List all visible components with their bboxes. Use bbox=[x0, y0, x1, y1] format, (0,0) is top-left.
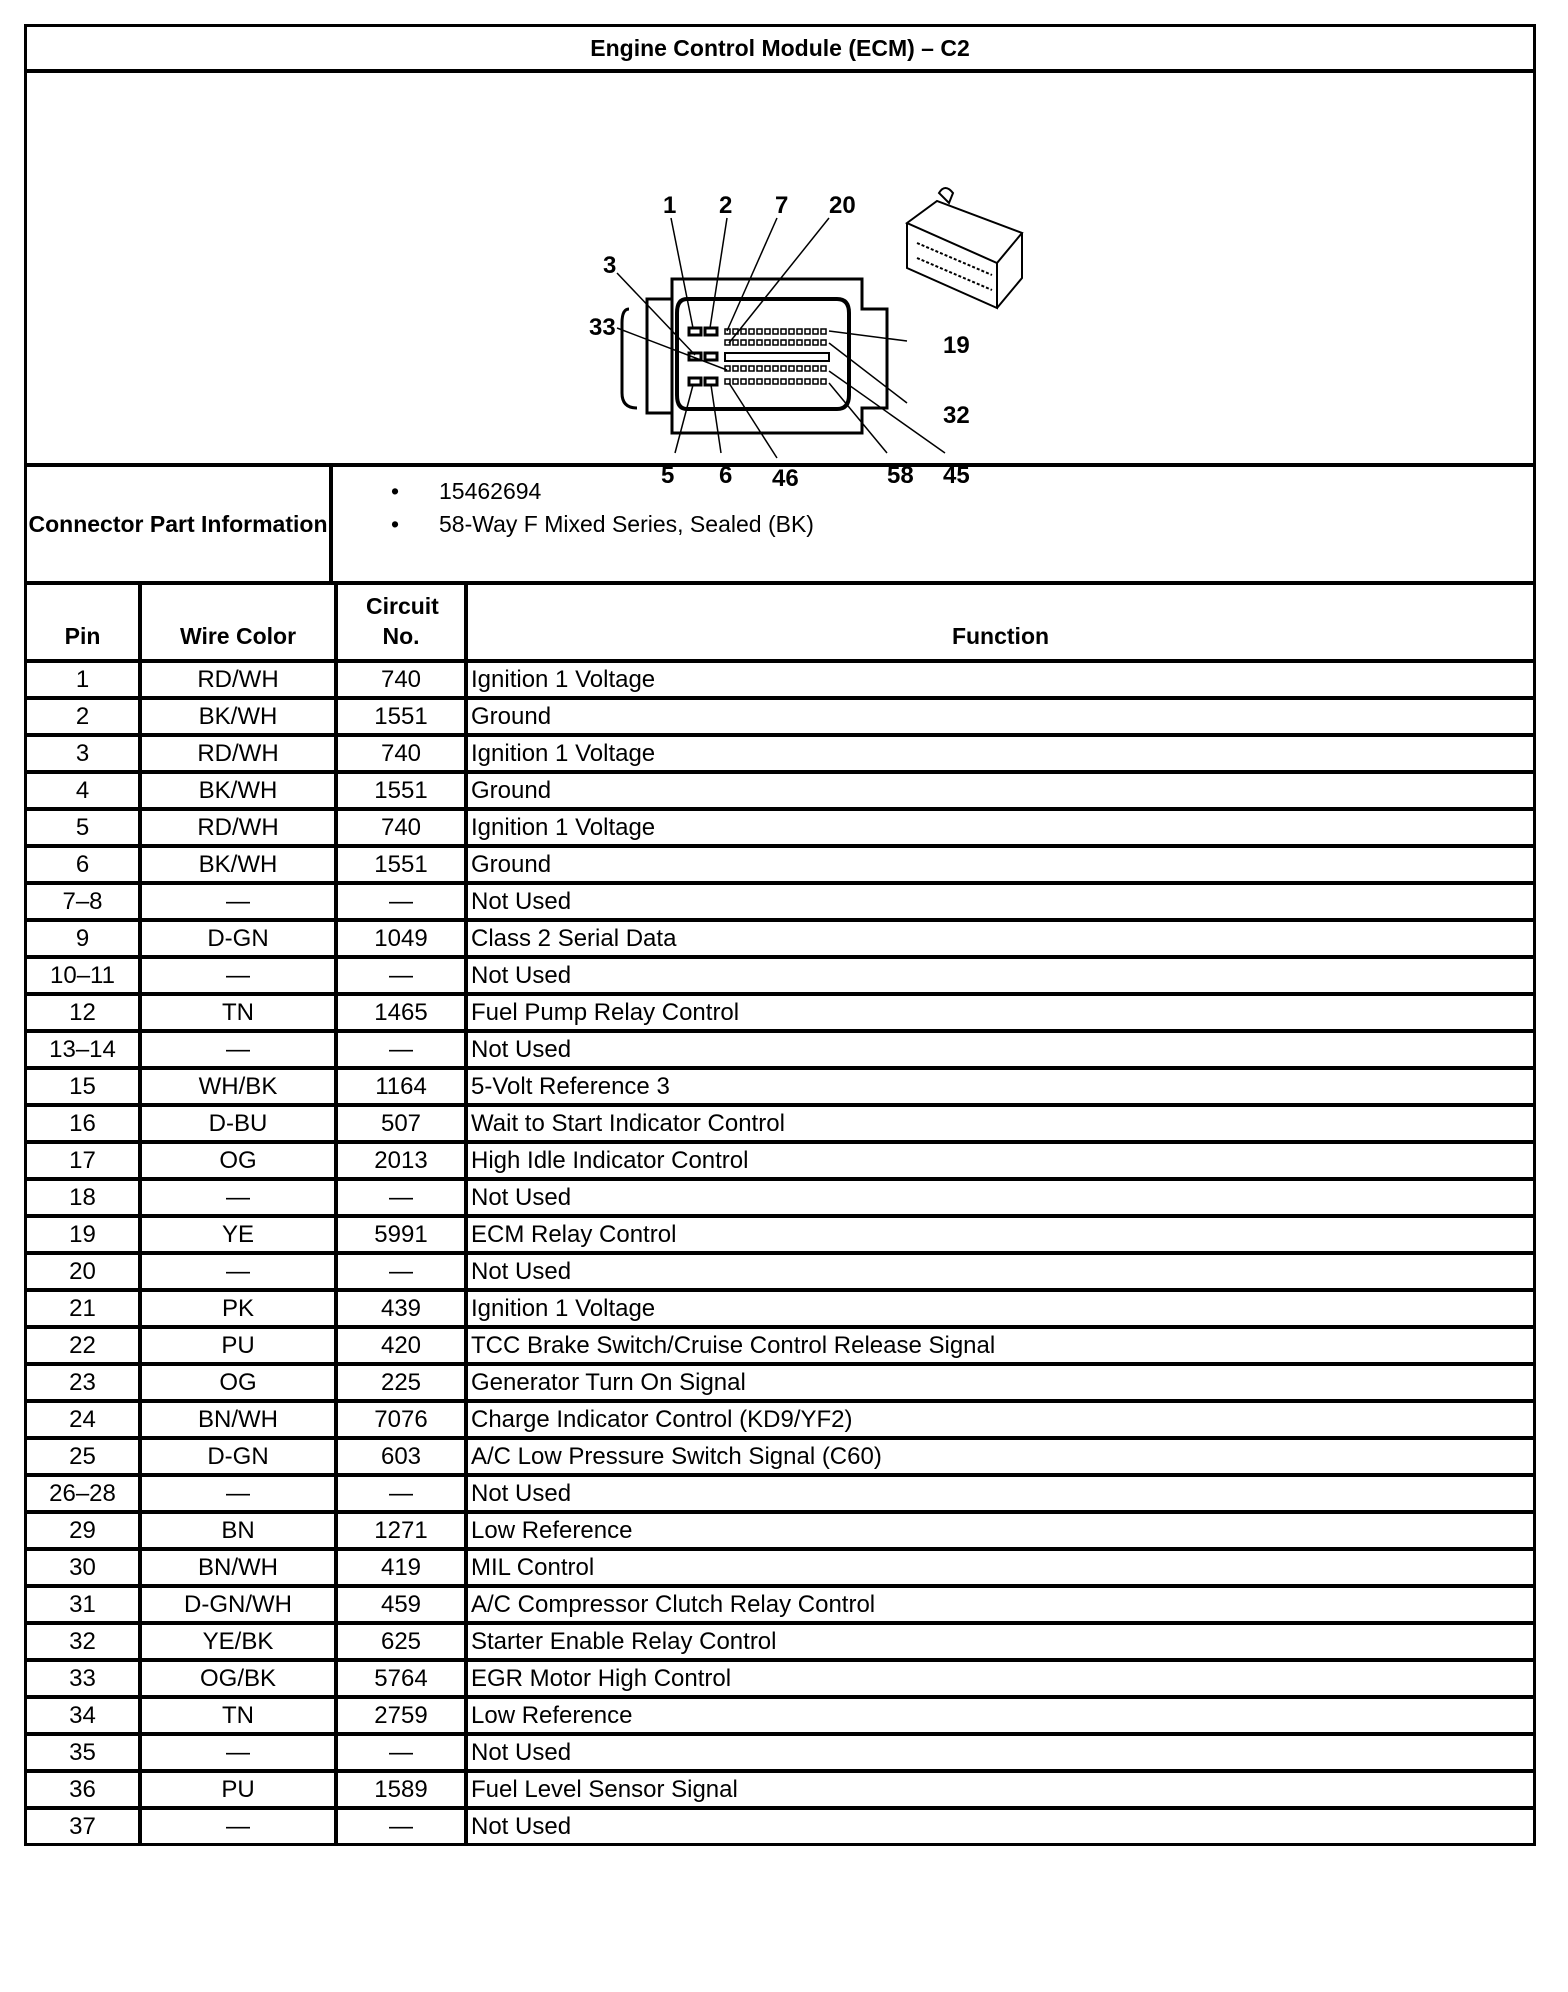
cell-wire-color: D-GN bbox=[140, 920, 336, 957]
cell-pin: 7–8 bbox=[27, 883, 140, 920]
table-row bbox=[27, 1068, 1533, 1105]
cell-function: MIL Control bbox=[466, 1549, 1533, 1586]
table-row bbox=[27, 1808, 1533, 1843]
table-row bbox=[27, 1512, 1533, 1549]
cell-wire-color: OG bbox=[140, 1142, 336, 1179]
cell-wire-color: — bbox=[140, 957, 336, 994]
cell-pin: 22 bbox=[27, 1327, 140, 1364]
cell-circuit-no: — bbox=[336, 1253, 466, 1290]
cell-circuit-no: 5764 bbox=[336, 1660, 466, 1697]
cell-function: Generator Turn On Signal bbox=[466, 1364, 1533, 1401]
pin-label-3: 3 bbox=[603, 252, 617, 279]
cell-wire-color: BN bbox=[140, 1512, 336, 1549]
cell-pin: 15 bbox=[27, 1068, 140, 1105]
table-row bbox=[27, 1475, 1533, 1512]
cell-function: Not Used bbox=[466, 1179, 1533, 1216]
cell-wire-color: OG bbox=[140, 1364, 336, 1401]
cell-pin: 12 bbox=[27, 994, 140, 1031]
cell-circuit-no: 603 bbox=[336, 1438, 466, 1475]
table-row bbox=[27, 1586, 1533, 1623]
pin-label-20: 20 bbox=[829, 192, 856, 219]
cell-circuit-no: 419 bbox=[336, 1549, 466, 1586]
cell-wire-color: — bbox=[140, 883, 336, 920]
cell-pin: 6 bbox=[27, 846, 140, 883]
cell-wire-color: PU bbox=[140, 1771, 336, 1808]
cell-circuit-no: — bbox=[336, 1179, 466, 1216]
cell-circuit-no: — bbox=[336, 1808, 466, 1843]
table-row bbox=[27, 1660, 1533, 1697]
cell-wire-color: WH/BK bbox=[140, 1068, 336, 1105]
cell-wire-color: BK/WH bbox=[140, 698, 336, 735]
cell-function: Not Used bbox=[466, 1253, 1533, 1290]
cell-wire-color: BK/WH bbox=[140, 846, 336, 883]
cell-wire-color: RD/WH bbox=[140, 809, 336, 846]
cell-circuit-no: 625 bbox=[336, 1623, 466, 1660]
list-item bbox=[391, 508, 814, 541]
cell-wire-color: — bbox=[140, 1475, 336, 1512]
cell-function: A/C Compressor Clutch Relay Control bbox=[466, 1586, 1533, 1623]
cell-circuit-no: 1271 bbox=[336, 1512, 466, 1549]
cell-function: Ground bbox=[466, 698, 1533, 735]
table-row bbox=[27, 1253, 1533, 1290]
cell-wire-color: D-GN bbox=[140, 1438, 336, 1475]
cell-circuit-no: 1049 bbox=[336, 920, 466, 957]
cell-wire-color: YE bbox=[140, 1216, 336, 1253]
cell-wire-color: YE/BK bbox=[140, 1623, 336, 1660]
table-row bbox=[27, 994, 1533, 1031]
cell-circuit-no: — bbox=[336, 1734, 466, 1771]
pin-label-6: 6 bbox=[719, 462, 733, 489]
table-row bbox=[27, 1734, 1533, 1771]
cell-circuit-no: 7076 bbox=[336, 1401, 466, 1438]
table-row bbox=[27, 1549, 1533, 1586]
cell-pin: 16 bbox=[27, 1105, 140, 1142]
pin-label-32: 32 bbox=[943, 402, 970, 429]
cell-function: Ignition 1 Voltage bbox=[466, 661, 1533, 698]
cell-circuit-no: — bbox=[336, 1031, 466, 1068]
cell-function: Ignition 1 Voltage bbox=[466, 809, 1533, 846]
cell-function: Fuel Pump Relay Control bbox=[466, 994, 1533, 1031]
table-row bbox=[27, 846, 1533, 883]
table-row bbox=[27, 809, 1533, 846]
table-row bbox=[27, 1771, 1533, 1808]
cell-wire-color: OG/BK bbox=[140, 1660, 336, 1697]
cell-pin: 21 bbox=[27, 1290, 140, 1327]
pin-label-1: 1 bbox=[663, 192, 677, 219]
pin-label-33: 33 bbox=[589, 314, 616, 341]
cell-wire-color: BN/WH bbox=[140, 1401, 336, 1438]
cell-function: Fuel Level Sensor Signal bbox=[466, 1771, 1533, 1808]
cell-circuit-no: 2759 bbox=[336, 1697, 466, 1734]
cell-pin: 32 bbox=[27, 1623, 140, 1660]
cell-pin: 29 bbox=[27, 1512, 140, 1549]
cell-pin: 34 bbox=[27, 1697, 140, 1734]
table-row bbox=[27, 1401, 1533, 1438]
table-row bbox=[27, 698, 1533, 735]
cell-circuit-no: 1551 bbox=[336, 698, 466, 735]
header-wire-color: Wire Color bbox=[140, 585, 336, 661]
cell-wire-color: RD/WH bbox=[140, 735, 336, 772]
cell-pin: 3 bbox=[27, 735, 140, 772]
page-title: Engine Control Module (ECM) – C2 bbox=[27, 27, 1533, 73]
pin-label-7: 7 bbox=[775, 192, 789, 219]
connector-isometric-icon bbox=[907, 188, 1022, 308]
cell-function: EGR Motor High Control bbox=[466, 1660, 1533, 1697]
cell-function: Charge Indicator Control (KD9/YF2) bbox=[466, 1401, 1533, 1438]
cell-wire-color: D-GN/WH bbox=[140, 1586, 336, 1623]
cell-circuit-no: 1465 bbox=[336, 994, 466, 1031]
cell-circuit-no: 740 bbox=[336, 661, 466, 698]
cell-pin: 9 bbox=[27, 920, 140, 957]
cell-pin: 10–11 bbox=[27, 957, 140, 994]
cell-function: TCC Brake Switch/Cruise Control Release Signal bbox=[466, 1327, 1533, 1364]
cell-wire-color: PK bbox=[140, 1290, 336, 1327]
cell-pin: 2 bbox=[27, 698, 140, 735]
table-row bbox=[27, 1697, 1533, 1734]
cell-circuit-no: 740 bbox=[336, 809, 466, 846]
cell-pin: 19 bbox=[27, 1216, 140, 1253]
cell-circuit-no: 420 bbox=[336, 1327, 466, 1364]
pin-label-2: 2 bbox=[719, 192, 733, 219]
cell-function: Wait to Start Indicator Control bbox=[466, 1105, 1533, 1142]
cell-circuit-no: — bbox=[336, 883, 466, 920]
cell-function: Not Used bbox=[466, 1031, 1533, 1068]
cell-wire-color: RD/WH bbox=[140, 661, 336, 698]
cell-wire-color: BN/WH bbox=[140, 1549, 336, 1586]
pinout-table bbox=[27, 585, 1533, 1843]
cell-pin: 18 bbox=[27, 1179, 140, 1216]
cell-circuit-no: — bbox=[336, 957, 466, 994]
connector-info-label: Connector Part Information bbox=[27, 467, 333, 581]
table-row bbox=[27, 1142, 1533, 1179]
pin-label-19: 19 bbox=[943, 332, 970, 359]
connector-face-drawing bbox=[567, 163, 1027, 503]
table-row bbox=[27, 1290, 1533, 1327]
cell-pin: 33 bbox=[27, 1660, 140, 1697]
table-row bbox=[27, 1364, 1533, 1401]
table-row bbox=[27, 735, 1533, 772]
table-row bbox=[27, 1438, 1533, 1475]
header-function: Function bbox=[466, 585, 1533, 661]
cell-pin: 37 bbox=[27, 1808, 140, 1843]
table-row bbox=[27, 920, 1533, 957]
cell-circuit-no: 740 bbox=[336, 735, 466, 772]
cell-pin: 30 bbox=[27, 1549, 140, 1586]
cell-pin: 36 bbox=[27, 1771, 140, 1808]
table-row bbox=[27, 1031, 1533, 1068]
table-row bbox=[27, 883, 1533, 920]
cell-function: Ignition 1 Voltage bbox=[466, 735, 1533, 772]
cell-pin: 25 bbox=[27, 1438, 140, 1475]
cell-circuit-no: 225 bbox=[336, 1364, 466, 1401]
cell-wire-color: — bbox=[140, 1253, 336, 1290]
cell-circuit-no: 5991 bbox=[336, 1216, 466, 1253]
cell-function: Starter Enable Relay Control bbox=[466, 1623, 1533, 1660]
cell-circuit-no: 1589 bbox=[336, 1771, 466, 1808]
cell-function: ECM Relay Control bbox=[466, 1216, 1533, 1253]
pin-label-45: 45 bbox=[943, 462, 970, 489]
table-row bbox=[27, 772, 1533, 809]
pin-label-46: 46 bbox=[772, 465, 799, 492]
cell-circuit-no: 1551 bbox=[336, 772, 466, 809]
cell-wire-color: — bbox=[140, 1179, 336, 1216]
bullet-icon: • bbox=[391, 478, 400, 504]
cell-function: Ground bbox=[466, 772, 1533, 809]
cell-pin: 13–14 bbox=[27, 1031, 140, 1068]
cell-circuit-no: 1551 bbox=[336, 846, 466, 883]
cell-pin: 24 bbox=[27, 1401, 140, 1438]
connector-description: 58-Way F Mixed Series, Sealed (BK) bbox=[439, 511, 814, 537]
cell-function: Not Used bbox=[466, 1808, 1533, 1843]
cell-circuit-no: 2013 bbox=[336, 1142, 466, 1179]
cell-function: Not Used bbox=[466, 883, 1533, 920]
cell-wire-color: — bbox=[140, 1031, 336, 1068]
cell-wire-color: PU bbox=[140, 1327, 336, 1364]
cell-pin: 23 bbox=[27, 1364, 140, 1401]
cell-circuit-no: 439 bbox=[336, 1290, 466, 1327]
cell-function: 5-Volt Reference 3 bbox=[466, 1068, 1533, 1105]
header-circuit-no: Circuit No. bbox=[336, 585, 466, 661]
cell-wire-color: — bbox=[140, 1734, 336, 1771]
cell-function: Ground bbox=[466, 846, 1533, 883]
cell-pin: 31 bbox=[27, 1586, 140, 1623]
table-row bbox=[27, 957, 1533, 994]
table-row bbox=[27, 1179, 1533, 1216]
cell-wire-color: TN bbox=[140, 994, 336, 1031]
cell-wire-color: D-BU bbox=[140, 1105, 336, 1142]
header-pin: Pin bbox=[27, 585, 140, 661]
cell-pin: 5 bbox=[27, 809, 140, 846]
table-row bbox=[27, 1216, 1533, 1253]
cell-circuit-no: 459 bbox=[336, 1586, 466, 1623]
connector-sheet bbox=[24, 24, 1536, 1846]
cell-function: A/C Low Pressure Switch Signal (C60) bbox=[466, 1438, 1533, 1475]
pin-label-5: 5 bbox=[661, 462, 675, 489]
cell-circuit-no: 507 bbox=[336, 1105, 466, 1142]
part-number: 15462694 bbox=[439, 478, 542, 504]
table-row bbox=[27, 1327, 1533, 1364]
cell-function: Class 2 Serial Data bbox=[466, 920, 1533, 957]
bullet-icon: • bbox=[391, 511, 400, 537]
cell-wire-color: TN bbox=[140, 1697, 336, 1734]
cell-function: Low Reference bbox=[466, 1512, 1533, 1549]
cell-wire-color: — bbox=[140, 1808, 336, 1843]
table-row bbox=[27, 661, 1533, 698]
pin-label-58: 58 bbox=[887, 462, 914, 489]
cell-pin: 17 bbox=[27, 1142, 140, 1179]
cell-function: High Idle Indicator Control bbox=[466, 1142, 1533, 1179]
cell-pin: 20 bbox=[27, 1253, 140, 1290]
cell-function: Ignition 1 Voltage bbox=[466, 1290, 1533, 1327]
table-row bbox=[27, 1623, 1533, 1660]
cell-function: Not Used bbox=[466, 1475, 1533, 1512]
cell-pin: 35 bbox=[27, 1734, 140, 1771]
cell-wire-color: BK/WH bbox=[140, 772, 336, 809]
cell-function: Low Reference bbox=[466, 1697, 1533, 1734]
cell-pin: 4 bbox=[27, 772, 140, 809]
cell-pin: 1 bbox=[27, 661, 140, 698]
table-row bbox=[27, 1105, 1533, 1142]
cell-pin: 26–28 bbox=[27, 1475, 140, 1512]
cell-function: Not Used bbox=[466, 1734, 1533, 1771]
cell-circuit-no: 1164 bbox=[336, 1068, 466, 1105]
cell-function: Not Used bbox=[466, 957, 1533, 994]
cell-circuit-no: — bbox=[336, 1475, 466, 1512]
